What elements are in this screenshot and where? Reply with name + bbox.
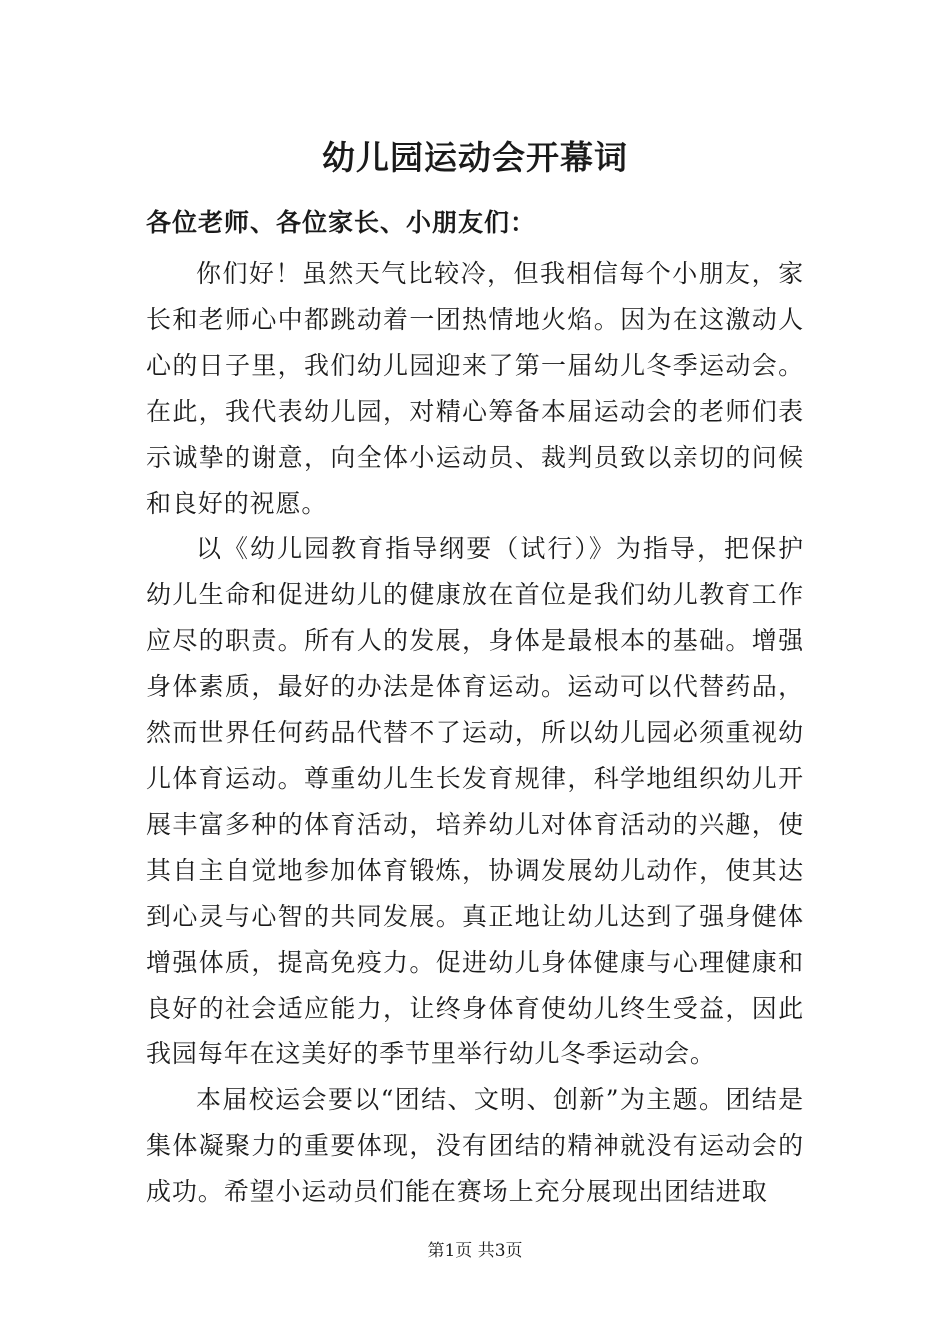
paragraph: 以《幼儿园教育指导纲要（试行）》为指导，把保护幼儿生命和促进幼儿的健康放在首位是我们幼儿教育工作应尽的职责。所有人的发展，身体是最根本的基础。增强身体素质，最好的办法是体育运动。运动可以代替药品，然而世界任何药品代替不了运动，所以幼儿园必须重视幼儿体育运动。尊重幼儿生长发育规律，科学地组织幼儿开展丰富多种的体育活动，培养幼儿对体育活动的兴趣，使其自主自觉地参加体育锻炼，协调发展幼儿动作，使其达到心灵与心智的共同发展。真正地让幼儿达到了强身健体增强体质，提高免疫力。促进幼儿身体健康与心理健康和良好的社会适应能力，让终身体育使幼儿终生受益，因此我园每年在这美好的季节里举行幼儿冬季运动会。 <box>146 534 804 1069</box>
page-footer: 第1页 共3页 <box>427 1241 523 1261</box>
document-body <box>146 251 804 1215</box>
document-title: 幼儿园运动会开幕词 <box>322 138 628 177</box>
paragraph: 本届校运会要以“团结、文明、创新”为主题。团结是集体凝聚力的重要体现，没有团结的精神就没有运动会的成功。希望小运动员们能在赛场上充分展现出团结进取 <box>146 1085 804 1207</box>
salutation: 各位老师、各位家长、小朋友们： <box>146 208 537 237</box>
paragraph: 你们好！虽然天气比较冷，但我相信每个小朋友，家长和老师心中都跳动着一团热情地火焰。因为在这激动人心的日子里，我们幼儿园迎来了第一届幼儿冬季运动会。在此，我代表幼儿园，对精心筹备本届运动会的老师们表示诚挚的谢意，向全体小运动员、裁判员致以亲切的问候和良好的祝愿。 <box>146 259 804 518</box>
